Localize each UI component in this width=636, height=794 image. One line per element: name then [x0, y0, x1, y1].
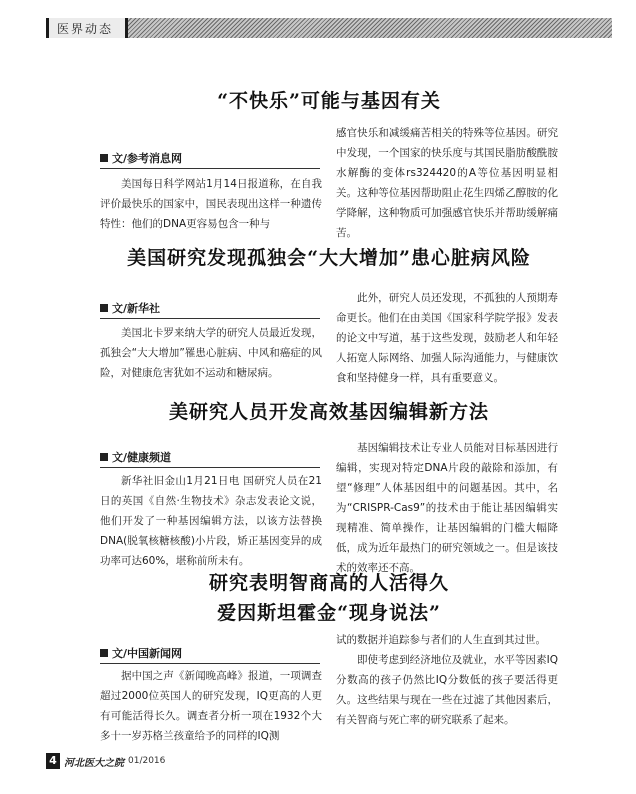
article-4-title	[46, 568, 612, 628]
section-label: 医界动态	[46, 18, 128, 38]
page-footer	[46, 753, 165, 769]
article-2-left-paragraph: 美国北卡罗来纳大学的研究人员最近发现，孤独会“大大增加”罹患心脏病、中风和癌症的风险，对健康危害犹如不运动和糖尿病。	[100, 327, 322, 379]
article-4-left-paragraph: 据中国之声《新闻晚高峰》报道，一项调查超过2000位英国人的研究发现，IQ更高的人更有可能活得长久。调查者分析一项在1932个大多十一岁苏格兰孩童给予的同样的IQ测	[100, 670, 322, 742]
section-header-bar	[46, 18, 612, 38]
article-4-title-line-1: 研究表明智商高的人活得久	[208, 572, 449, 594]
article-2-title: 美国研究发现孤独会“大大增加”患心脏病风险	[127, 247, 531, 269]
square-bullet-icon	[100, 304, 108, 312]
article-1-left-paragraph: 美国每日科学网站1月14日报道称，在自我评价最快乐的国家中，国民表现出这样一种遗传特性：他们的DNA更容易包含一种与	[100, 178, 322, 230]
issue-label: 01/2016	[128, 756, 166, 766]
article-1-right-paragraph: 感官快乐和减缓痛苦相关的特殊等位基因。研究中发现，一个国家的快乐度与其国民脂肪酸酰胺水解酶的变体rs324420的A等位基因明显相关。这种等位基因帮助阻止花生四烯乙醇胺的化学降解，这种物质可加强感官快乐并帮助缓解痛苦。	[336, 127, 558, 239]
article-3-left-column	[100, 471, 322, 571]
article-3-title: 美研究人员开发高效基因编辑新方法	[168, 401, 489, 423]
article-2-right-paragraph: 此外，研究人员还发现，不孤独的人预期寿命更长。他们在由美国《国家科学院学报》发表的论文中写道，基于这些发现，鼓励老人和年轻人拓宽人际网络、加强人际沟通能力，与健康饮食和坚持健身一样，具有重要意义。	[336, 292, 558, 384]
article-1-source: 文/参考消息网	[100, 150, 320, 169]
article-3-right-paragraph: 基因编辑技术让专业人员能对目标基因进行编辑，实现对特定DNA片段的敲除和添加，有望“修理”人体基因组中的问题基因。其中，名为“CRISPR-Cas9”的技术由于能让基因编辑实现精准、简单操作，让基因编辑的门槛大幅降低，成为近年最热门的研究领域之一。但是该技术的效率还不高。	[336, 442, 558, 574]
article-3-left-paragraph: 新华社旧金山1月21日电 国研究人员在21日的英国《自然·生物技术》杂志发表论文说，他们开发了一种基因编辑方法，以该方法替换DNA(脱氧核糖核酸)小片段，矫正基因变异的成功率可达60%，堪称前所未有。	[100, 475, 322, 567]
article-1-left-column	[100, 174, 322, 234]
article-4-right-column	[336, 630, 558, 730]
article-4-right-paragraph-1: 试的数据并追踪参与者们的人生直到其过世。	[336, 634, 546, 646]
square-bullet-icon	[100, 453, 108, 461]
article-1-right-column	[336, 123, 558, 243]
article-1-title: “不快乐”可能与基因有关	[217, 90, 441, 112]
article-3-source: 文/健康频道	[100, 449, 320, 468]
article-4-right-paragraph-2: 即使考虑到经济地位及就业，水平等因素IQ分数高的孩子仍然比IQ分数低的孩子要活得更久。这些结果与现在一些在过滤了其他因素后，有关智商与死亡率的研究联系了起来。	[336, 654, 558, 726]
square-bullet-icon	[100, 154, 108, 162]
article-2-source: 文/新华社	[100, 300, 320, 319]
page-number: 4	[46, 753, 60, 769]
square-bullet-icon	[100, 649, 108, 657]
journal-name: 河北医大之院	[64, 757, 124, 769]
article-2-left-column	[100, 323, 322, 383]
article-3-right-column	[336, 438, 558, 578]
article-2-right-column	[336, 288, 558, 388]
article-4-left-column	[100, 666, 322, 746]
article-4-source: 文/中国新闻网	[100, 645, 320, 664]
article-4-title-line-2: 爱因斯坦霍金“现身说法”	[217, 602, 441, 624]
